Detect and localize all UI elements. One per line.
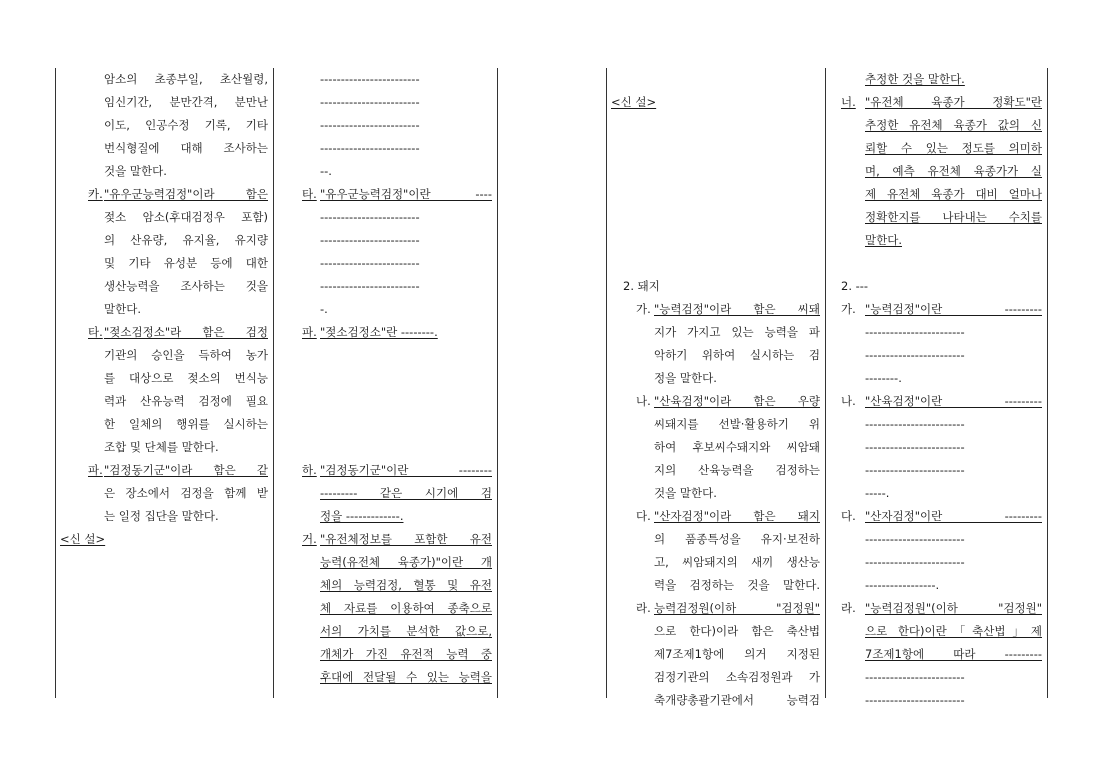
text-line bbox=[302, 160, 492, 183]
line-text: 및 기타 유성분 등에 대한 bbox=[104, 256, 268, 270]
item-marker: 파. bbox=[302, 325, 317, 339]
text-line bbox=[841, 620, 1042, 643]
text-line bbox=[302, 183, 492, 206]
line-text: 후대에 전달될 수 있는 능력을 bbox=[320, 670, 492, 684]
text-line bbox=[611, 482, 820, 505]
text-line bbox=[302, 666, 492, 689]
text-line bbox=[60, 114, 268, 137]
line-text: --------. bbox=[865, 371, 902, 385]
line-text: "산자검정"이란 --------- bbox=[865, 509, 1042, 523]
line-text: 뢰할 수 있는 정도를 의미하 bbox=[865, 141, 1042, 155]
item-marker: 라. bbox=[636, 601, 651, 615]
line-text: ------------------------ bbox=[865, 325, 965, 339]
item-marker: 파. bbox=[88, 463, 103, 477]
line-text: 임신기간, 분만간격, 분만난 bbox=[104, 95, 268, 109]
text-line bbox=[302, 68, 492, 91]
text-line bbox=[302, 413, 492, 436]
line-text: 제7조제1항에 의거 지정된 bbox=[654, 647, 820, 661]
line-text: ------------------------ bbox=[865, 693, 965, 707]
line-text: 한 일체의 행위를 실시하는 bbox=[104, 417, 268, 431]
text-line bbox=[611, 505, 820, 528]
text-line bbox=[841, 160, 1042, 183]
item-marker: 가. bbox=[841, 302, 856, 316]
line-text: 생산능력을 조사하는 것을 bbox=[104, 279, 268, 293]
line-text: 추정한 유전체 육종가 값의 신 bbox=[865, 118, 1042, 132]
text-line bbox=[841, 390, 1042, 413]
line-text: ------------------------ bbox=[865, 417, 965, 431]
line-text: ------------------------ bbox=[320, 279, 420, 293]
line-text: 으로 한다)이란「축산법」제 bbox=[865, 624, 1042, 638]
text-line bbox=[611, 367, 820, 390]
column-rule-right-outer bbox=[606, 68, 607, 698]
line-text: ------------------------ bbox=[320, 141, 420, 155]
item-marker: 거. bbox=[302, 532, 317, 546]
line-text: 으로 한다)이라 함은 축산법 bbox=[654, 624, 820, 638]
text-line bbox=[841, 275, 1042, 298]
line-text: 체의 능력검정, 혈통 및 유전 bbox=[320, 578, 492, 592]
text-line bbox=[611, 298, 820, 321]
line-text: ------------------------ bbox=[320, 256, 420, 270]
text-line bbox=[60, 275, 268, 298]
line-text: 젖소 암소(후대검정우 포함) bbox=[104, 210, 268, 224]
text-line bbox=[611, 551, 820, 574]
line-text: "검정동기군"이란 -------- bbox=[320, 463, 492, 477]
text-line bbox=[302, 344, 492, 367]
text-line bbox=[611, 620, 820, 643]
line-text: "유우군능력검정"이라 함은 bbox=[104, 187, 268, 201]
text-line bbox=[302, 505, 492, 528]
text-line bbox=[302, 574, 492, 597]
line-text: 악하기 위하여 실시하는 검 bbox=[654, 348, 820, 362]
text-line bbox=[302, 206, 492, 229]
line-text: -----------------. bbox=[865, 578, 940, 592]
text-line bbox=[60, 183, 268, 206]
line-text: "검정동기군"이라 함은 같 bbox=[104, 463, 268, 477]
line-text: "유전체정보를 포함한 유전 bbox=[320, 532, 492, 546]
line-text: 정확한지를 나타내는 수치를 bbox=[865, 210, 1042, 224]
line-text: "산육검정"이라 함은 우량 bbox=[654, 394, 820, 408]
line-text: ------------------------ bbox=[865, 440, 965, 454]
line-text: ------------------------ bbox=[320, 72, 420, 86]
text-line bbox=[60, 528, 268, 551]
text-line bbox=[841, 367, 1042, 390]
text-line bbox=[841, 505, 1042, 528]
text-line bbox=[611, 68, 820, 91]
line-text: 번식형질에 대해 조사하는 bbox=[104, 141, 268, 155]
text-line bbox=[60, 206, 268, 229]
line-text: 력과 산유능력 검정에 필요 bbox=[104, 394, 268, 408]
text-line bbox=[841, 643, 1042, 666]
line-text: -. bbox=[320, 302, 328, 316]
text-line bbox=[611, 344, 820, 367]
text-line bbox=[60, 229, 268, 252]
line-text: 은 장소에서 검정을 함께 받 bbox=[104, 486, 268, 500]
text-line bbox=[302, 298, 492, 321]
text-line bbox=[841, 551, 1042, 574]
new-provision-label: <신 설> bbox=[60, 532, 106, 546]
line-text: ------------------------ bbox=[320, 233, 420, 247]
text-line bbox=[841, 114, 1042, 137]
text-line bbox=[611, 390, 820, 413]
line-text: ------------------------ bbox=[320, 210, 420, 224]
text-line bbox=[302, 528, 492, 551]
line-text: --. bbox=[320, 164, 332, 178]
line-text: 7조제1항에 따라 --------- bbox=[865, 647, 1042, 661]
text-line bbox=[841, 183, 1042, 206]
text-line bbox=[60, 298, 268, 321]
text-line bbox=[60, 367, 268, 390]
text-line bbox=[302, 643, 492, 666]
text-line bbox=[302, 597, 492, 620]
text-line bbox=[611, 275, 820, 298]
line-text: ------------------------ bbox=[865, 555, 965, 569]
line-text: "능력검정"이란 --------- bbox=[865, 302, 1042, 316]
line-text: 축개량총괄기관에서 능력검 bbox=[654, 693, 820, 707]
line-text: "젖소검정소"라 함은 검정 bbox=[104, 325, 268, 339]
text-line bbox=[611, 137, 820, 160]
line-text: ------------------------ bbox=[320, 118, 420, 132]
line-text: 고, 씨암돼지의 새끼 생산능 bbox=[654, 555, 820, 569]
line-text: 지의 산육능력을 검정하는 bbox=[654, 463, 820, 477]
line-text: 는 일정 집단을 말한다. bbox=[104, 509, 219, 523]
text-line bbox=[611, 229, 820, 252]
text-line bbox=[841, 459, 1042, 482]
line-text: ------------------------ bbox=[865, 670, 965, 684]
line-text: "유우군능력검정"이란 ---- bbox=[320, 187, 492, 201]
text-line bbox=[611, 91, 820, 114]
text-line bbox=[611, 528, 820, 551]
text-line bbox=[302, 551, 492, 574]
line-text: 능력검정원(이하 "검정원" bbox=[654, 601, 820, 615]
text-line bbox=[611, 206, 820, 229]
text-line bbox=[60, 344, 268, 367]
text-line bbox=[841, 298, 1042, 321]
text-line bbox=[611, 183, 820, 206]
line-text: --------- 같은 시기에 검 bbox=[320, 486, 492, 500]
text-line bbox=[60, 505, 268, 528]
line-text: ------------------------ bbox=[865, 348, 965, 362]
text-line bbox=[302, 252, 492, 275]
item-marker: 나. bbox=[841, 394, 856, 408]
text-line bbox=[841, 597, 1042, 620]
line-text: 2. --- bbox=[841, 279, 869, 293]
line-text: 기관의 승인을 득하여 농가 bbox=[104, 348, 268, 362]
line-text: 추정한 것을 말한다. bbox=[865, 72, 965, 86]
line-text: 정을 -------------. bbox=[320, 509, 404, 523]
text-line bbox=[611, 321, 820, 344]
text-line bbox=[60, 459, 268, 482]
text-line bbox=[841, 666, 1042, 689]
item-marker: 나. bbox=[636, 394, 651, 408]
text-line bbox=[841, 413, 1042, 436]
line-text: 조합 및 단체를 말한다. bbox=[104, 440, 219, 454]
line-text: "능력검정"이라 함은 씨돼 bbox=[654, 302, 820, 316]
column-rule-right-inner bbox=[1047, 68, 1048, 698]
item-marker: 타. bbox=[88, 325, 103, 339]
text-line bbox=[302, 321, 492, 344]
line-text: 이도, 인공수정 기록, 기타 bbox=[104, 118, 268, 132]
line-text: 체 자료를 이용하여 종축으로 bbox=[320, 601, 492, 615]
text-line bbox=[611, 114, 820, 137]
line-text: 지가 가지고 있는 능력을 파 bbox=[654, 325, 820, 339]
text-line bbox=[841, 436, 1042, 459]
line-text: 며, 예측 유전체 육종가가 실 bbox=[865, 164, 1042, 178]
text-line bbox=[60, 160, 268, 183]
item-marker: 라. bbox=[841, 601, 856, 615]
line-text: "산육검정"이란 --------- bbox=[865, 394, 1042, 408]
text-line bbox=[302, 367, 492, 390]
text-line bbox=[60, 436, 268, 459]
item-marker: 너. bbox=[841, 95, 856, 109]
text-line bbox=[302, 390, 492, 413]
text-line bbox=[841, 689, 1042, 712]
text-line bbox=[611, 436, 820, 459]
text-line bbox=[841, 252, 1042, 275]
text-line bbox=[302, 459, 492, 482]
text-line bbox=[611, 643, 820, 666]
text-line bbox=[841, 344, 1042, 367]
current-text-column-left bbox=[60, 68, 268, 551]
item-marker: 하. bbox=[302, 463, 317, 477]
text-line bbox=[302, 436, 492, 459]
text-line bbox=[60, 137, 268, 160]
text-line bbox=[302, 114, 492, 137]
text-line bbox=[60, 390, 268, 413]
amended-text-column-right bbox=[841, 68, 1042, 712]
text-line bbox=[302, 229, 492, 252]
text-line bbox=[302, 620, 492, 643]
line-text: 검정기관의 소속검정원과 가 bbox=[654, 670, 820, 684]
column-rule-left-outer bbox=[55, 68, 56, 698]
column-rule-left-inner bbox=[497, 68, 498, 698]
text-line bbox=[611, 160, 820, 183]
item-marker: 카. bbox=[88, 187, 103, 201]
text-line bbox=[841, 574, 1042, 597]
current-text-column-right bbox=[611, 68, 820, 712]
text-line bbox=[60, 413, 268, 436]
text-line bbox=[611, 666, 820, 689]
text-line bbox=[60, 68, 268, 91]
item-marker: 다. bbox=[841, 509, 856, 523]
text-line bbox=[841, 206, 1042, 229]
column-rule-left-middle bbox=[273, 68, 274, 698]
item-marker: 가. bbox=[636, 302, 651, 316]
line-text: 씨돼지를 선발·활용하기 위 bbox=[654, 417, 820, 431]
line-text: 말한다. bbox=[865, 233, 902, 247]
line-text: ------------------------ bbox=[865, 532, 965, 546]
line-text: "산자검정"이라 함은 돼지 bbox=[654, 509, 820, 523]
text-line bbox=[841, 68, 1042, 91]
line-text: 제 유전체 육종가 대비 얼마나 bbox=[865, 187, 1042, 201]
text-line bbox=[60, 321, 268, 344]
line-text: "능력검정원"(이하 "검정원" bbox=[865, 601, 1042, 615]
line-text: "젖소검정소"란 --------. bbox=[320, 325, 438, 339]
text-line bbox=[611, 689, 820, 712]
line-text: ------------------------ bbox=[320, 95, 420, 109]
line-text: 암소의 초종부일, 초산월령, bbox=[104, 72, 268, 86]
text-line bbox=[611, 252, 820, 275]
text-line bbox=[611, 459, 820, 482]
line-text: 말한다. bbox=[104, 302, 141, 316]
line-text: "유전체 육종가 정확도"란 bbox=[865, 95, 1042, 109]
text-line bbox=[841, 321, 1042, 344]
text-line bbox=[841, 528, 1042, 551]
text-line bbox=[60, 91, 268, 114]
text-line bbox=[841, 482, 1042, 505]
text-line bbox=[841, 137, 1042, 160]
line-text: 하여 후보씨수돼지와 씨암돼 bbox=[654, 440, 820, 454]
line-text: -----. bbox=[865, 486, 890, 500]
item-marker: 타. bbox=[302, 187, 317, 201]
line-text: 의 품종특성을 유지·보전하 bbox=[654, 532, 820, 546]
line-text: 것을 말한다. bbox=[104, 164, 167, 178]
amended-text-column-left bbox=[302, 68, 492, 689]
text-line bbox=[302, 275, 492, 298]
text-line bbox=[60, 482, 268, 505]
text-line bbox=[611, 413, 820, 436]
line-text: 정을 말한다. bbox=[654, 371, 717, 385]
line-text: 력을 검정하는 것을 말한다. bbox=[654, 578, 820, 592]
item-marker: 다. bbox=[636, 509, 651, 523]
line-text: 서의 가치를 분석한 값으로, bbox=[320, 624, 492, 638]
line-text: 개체가 가진 유전적 능력 중 bbox=[320, 647, 492, 661]
line-text: 2. 돼지 bbox=[623, 279, 660, 293]
text-line bbox=[611, 597, 820, 620]
text-line bbox=[302, 137, 492, 160]
text-line bbox=[302, 482, 492, 505]
column-rule-right-middle bbox=[825, 68, 826, 698]
line-text: ------------------------ bbox=[865, 463, 965, 477]
new-provision-label: <신 설> bbox=[611, 95, 657, 109]
text-line bbox=[841, 91, 1042, 114]
text-line bbox=[841, 229, 1042, 252]
text-line bbox=[611, 574, 820, 597]
line-text: 능력(유전체 육종가)"이란 개 bbox=[320, 555, 492, 569]
text-line bbox=[302, 91, 492, 114]
line-text: 의 산유량, 유지율, 유지량 bbox=[104, 233, 268, 247]
line-text: 것을 말한다. bbox=[654, 486, 717, 500]
text-line bbox=[60, 252, 268, 275]
line-text: 를 대상으로 젖소의 번식능 bbox=[104, 371, 268, 385]
